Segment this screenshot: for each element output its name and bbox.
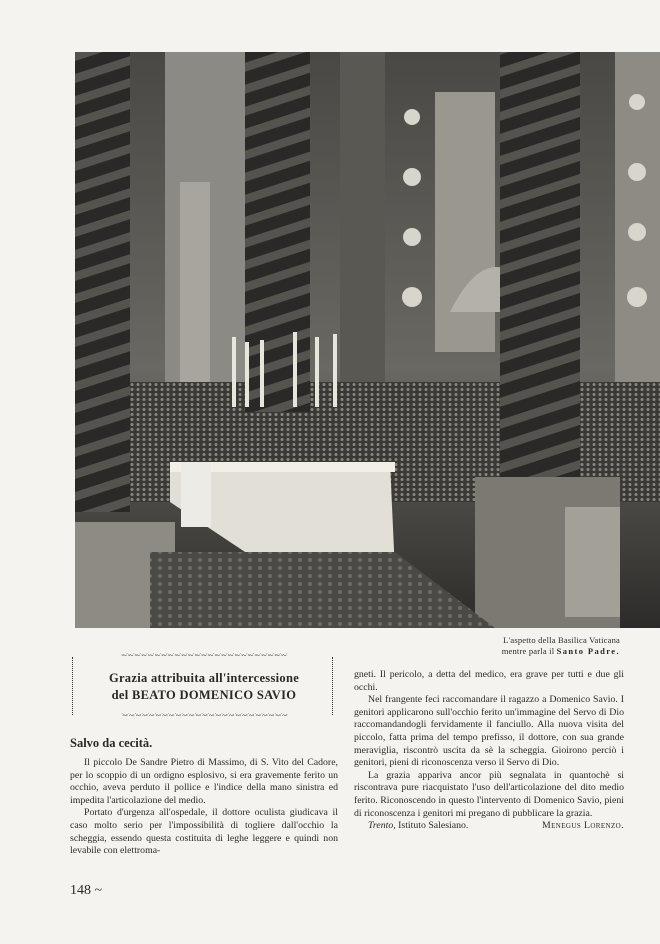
ornament-top: ·~˙·~˙·~˙·~˙·~˙·~˙·~˙·~˙·~˙·~˙·~˙·~˙·~˙·~˙·~˙·~˙·~˙·~˙·~˙·~˙·~˙·~˙·~˙·~˙·~˙ (120, 653, 288, 659)
left-column (70, 757, 338, 858)
ornament-bottom: ˙~·˙~·˙~·˙~·˙~·˙~·˙~·˙~·˙~·˙~·˙~·˙~·˙~·˙~·˙~·˙~·˙~·˙~·˙~·˙~·˙~·˙~·˙~·˙~·˙~· (120, 713, 288, 719)
signature-line (354, 820, 624, 833)
signature-name: Menegus Lorenzo. (542, 820, 624, 832)
section-subheading: Salvo da cecità. (70, 736, 153, 750)
caption-line-2 (502, 646, 620, 657)
title-box (70, 653, 338, 719)
ornament-left (72, 657, 76, 715)
basilica-photo (75, 52, 660, 628)
box-title-line-2: del BEATO DOMENICO SAVIO (111, 688, 297, 702)
signature-institute: Istituto Salesiano. (395, 820, 469, 832)
signature-place: Trento, (368, 820, 396, 832)
caption-line-1: L'aspetto della Basilica Vaticana (503, 635, 620, 645)
ornament-right (332, 657, 336, 715)
paragraph: La grazia appariva ancor più segnalata in quantochè si riscontrava pure riacquistato l'uso dell'articolazione del dito medio ferito. Riconoscendo in questo l'intervento di Domenico Savio, pieni di riconoscenza i genitori mi pregano di pubblicare la grazia. (354, 769, 624, 819)
paragraph: Il piccolo De Sandre Pietro di Massimo, di S. Vito del Cadore, per lo scoppio di un ordigno esplosivo, si era gravemente ferito un occhio, aveva perduto il pollice e l'indice della mano sinistra ed impedita l'articolazione del medio. (70, 757, 338, 806)
paragraph: Nel frangente feci raccomandare il ragazzo a Domenico Savio. I genitori applicarono sull'occhio ferito un'immagine del Servo di Dio raccomandandogli fervidamente il fanciullo. Alla nuova visita del piccolo, fatta prima del tempo prefisso, il dottore, con sua grande meraviglia, riscontrò uscita da sè la scheggia. Gioirono perciò i genitori, pieni di riconoscenza verso il Servo di Dio. (354, 694, 624, 769)
page-number: 148 ~ (70, 883, 103, 898)
paragraph: gneti. Il pericolo, a detta del medico, era grave per tutti e due gli occhi. (354, 669, 624, 693)
caption-line-2-prefix: mentre parla il (501, 646, 557, 656)
caption-line-2-spaced: Santo Padre. (556, 646, 620, 656)
photo-caption (502, 635, 620, 657)
signature-location (368, 820, 468, 833)
right-column (354, 669, 624, 833)
paragraph: Portato d'urgenza all'ospedale, il dottore oculista giudicava il caso molto serio per l'impossibilità di togliere dall'occhio la scheggia, essendo questa costituita di leghe leggere e quindi non levabile con elettroma- (70, 807, 338, 857)
box-title-line-1: Grazia attribuita all'intercessione (108, 671, 300, 685)
